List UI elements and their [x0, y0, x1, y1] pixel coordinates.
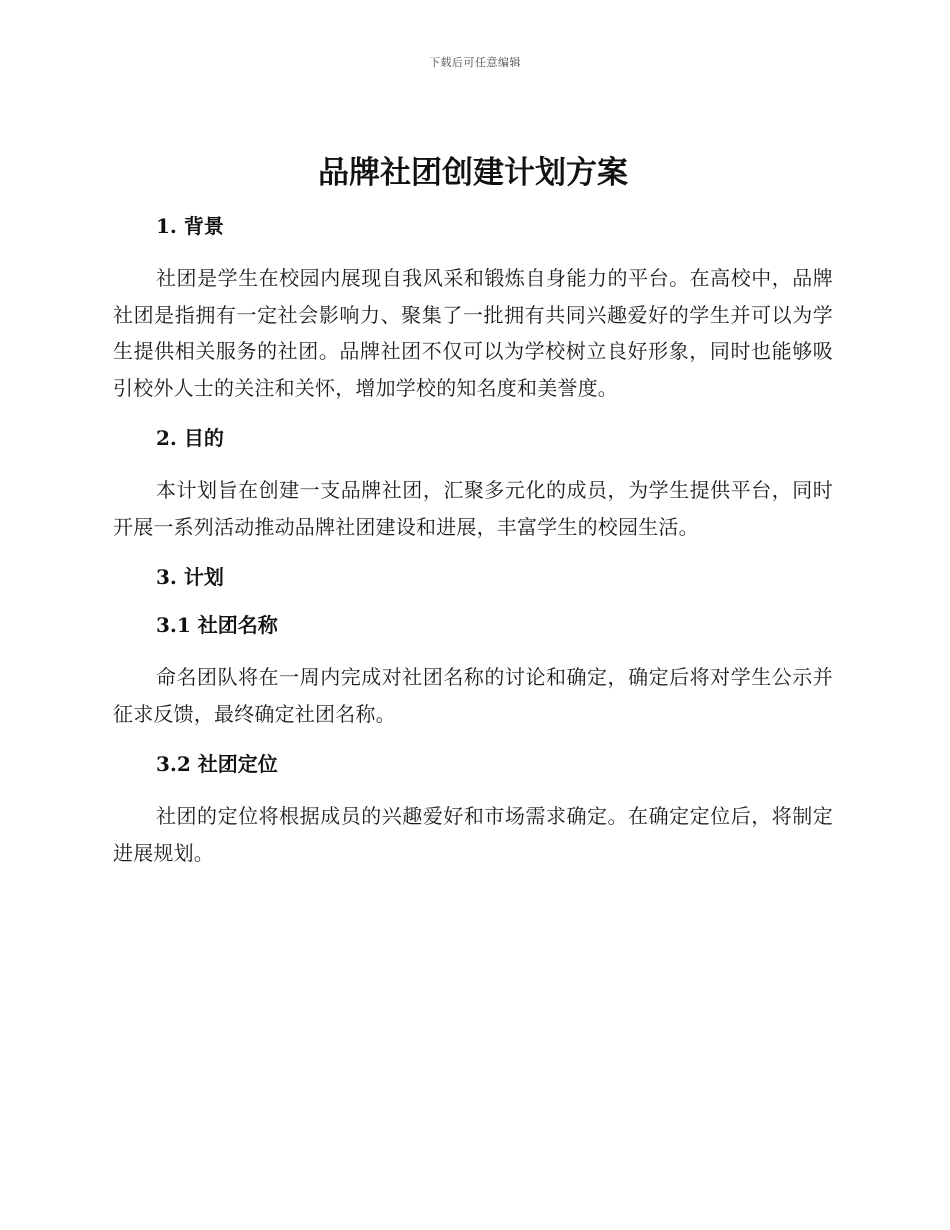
section-paragraph: 社团是学生在校园内展现自我风采和锻炼自身能力的平台。在高校中，品牌社团是指拥有一定社会影响力、聚集了一批拥有共同兴趣爱好的学生并可以为学生提供相关服务的社团。品牌社团不仅可以为学校树立良好形象，同时也能够吸引校外人士的关注和关怀，增加学校的知名度和美誉度。 — [113, 266, 833, 400]
section-heading: 1. 背景 — [156, 214, 224, 238]
section-club-positioning — [113, 750, 833, 871]
section-paragraph: 本计划旨在创建一支品牌社团，汇聚多元化的成员，为学生提供平台，同时开展一系列活动推动品牌社团建设和进展，丰富学生的校园生活。 — [113, 478, 833, 539]
section-background — [113, 212, 833, 406]
section-paragraph: 社团的定位将根据成员的兴趣爱好和市场需求确定。在确定定位后，将制定进展规划。 — [113, 804, 833, 865]
section-heading: 2. 目的 — [156, 426, 224, 450]
document-title: 品牌社团创建计划方案 — [318, 155, 628, 191]
document-body — [113, 148, 833, 889]
section-heading: 3.2 社团定位 — [156, 752, 278, 776]
section-purpose — [113, 424, 833, 545]
section-heading: 3.1 社团名称 — [156, 613, 278, 637]
header-note: 下载后可任意编辑 — [429, 56, 521, 69]
section-heading: 3. 计划 — [156, 565, 224, 589]
section-club-name — [113, 611, 833, 732]
section-plan — [113, 563, 833, 591]
section-paragraph: 命名团队将在一周内完成对社团名称的讨论和确定，确定后将对学生公示并征求反馈，最终确定社团名称。 — [113, 665, 833, 726]
